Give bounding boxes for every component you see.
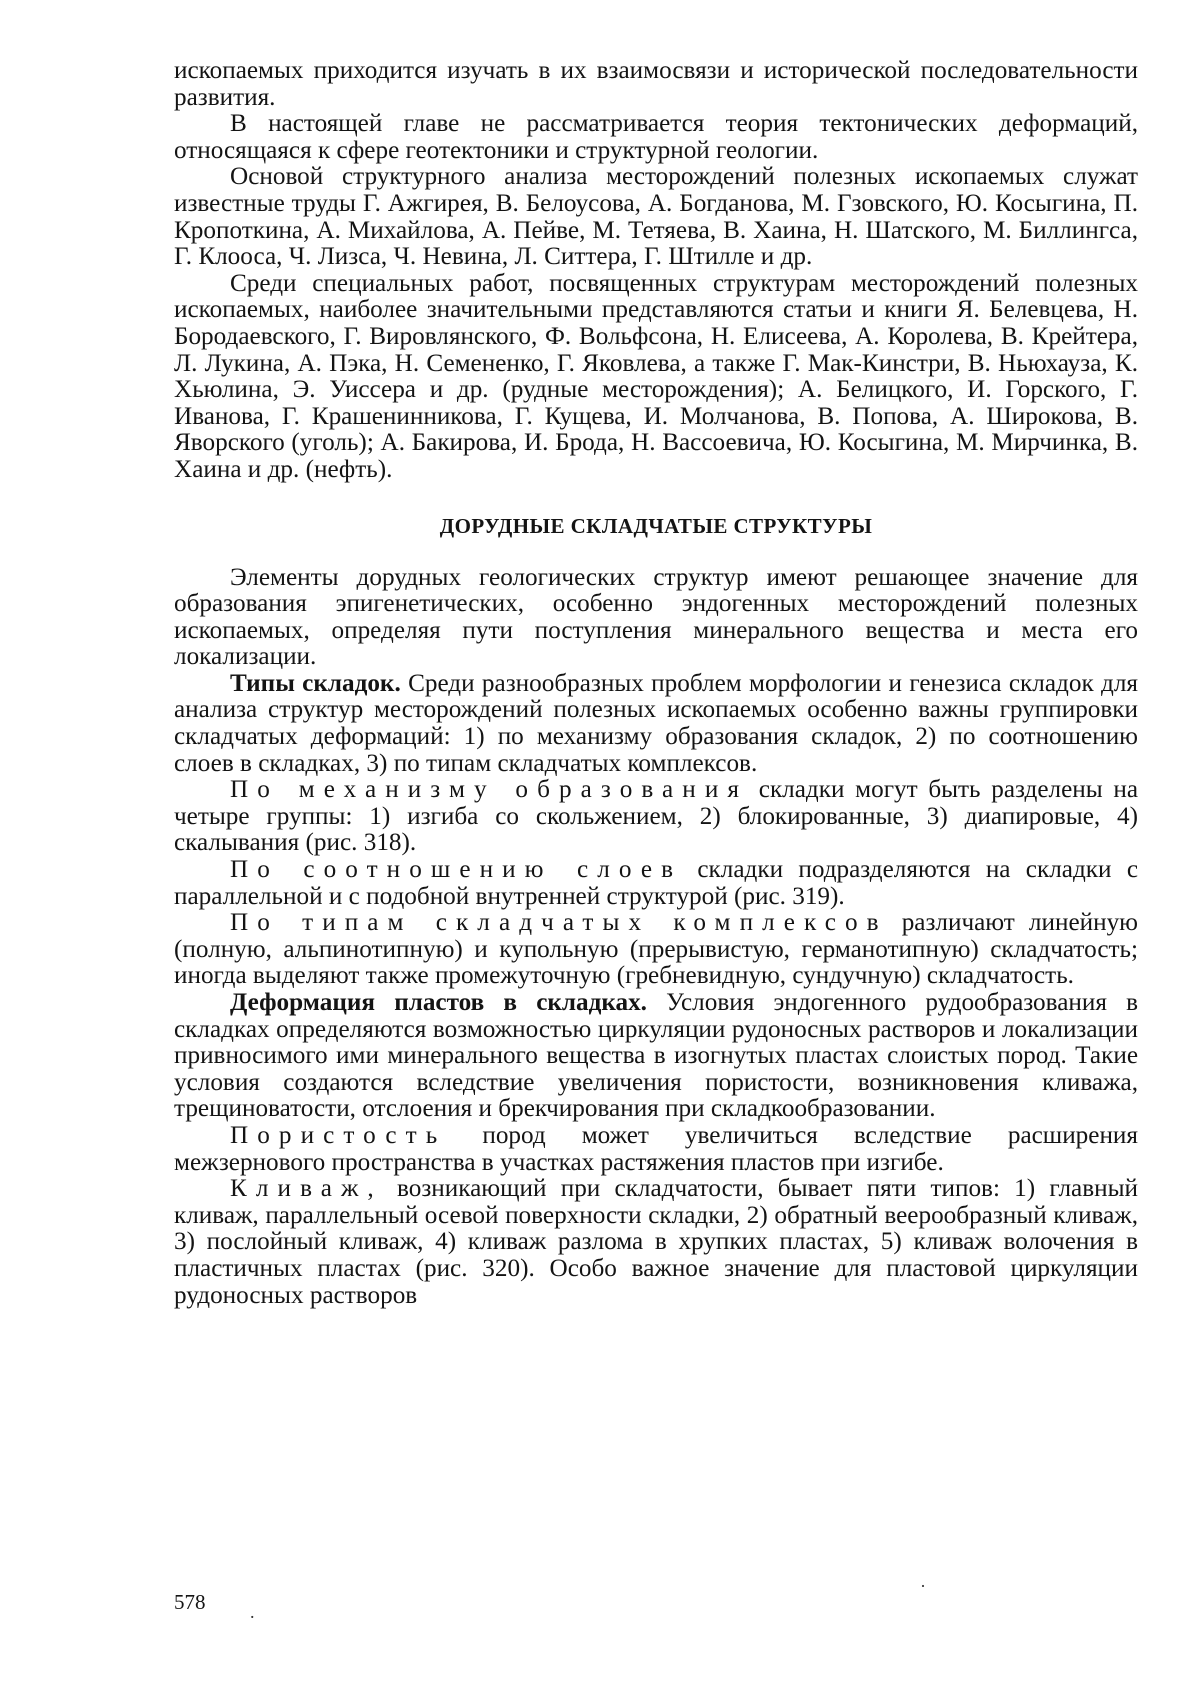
paragraph-fold-types (174, 671, 1138, 777)
paragraph-text: складки могут быть разделены на четыре группы: 1) изгиба со скольжением, 2) блокированные, 3) диапировые, 4) скалывания (рис. 318). (174, 776, 1139, 857)
paragraph-text: складки подразделяются на складки с параллельной и с подобной внутренней структурой (рис. 319). (174, 856, 1138, 910)
run-in-heading: Типы складок. (230, 669, 401, 697)
paragraph-by-complexes (174, 910, 1138, 990)
paragraph-text: различают линейную (полную, альпинотипную) и купольную (прерывистую, германотипную) складчатость; иногда выделяют также промежуточную (гребневидную, сундучную) складчатость. (174, 909, 1138, 990)
spaced-lead: Кливаж, (230, 1175, 383, 1203)
paragraph-porosity (174, 1123, 1138, 1176)
spacer (174, 539, 1138, 565)
stray-mark: · (920, 1576, 926, 1596)
paragraph-scope: В настоящей главе не рассматривается теория тектонических деформаций, относящаяся к сфере геотектоники и структурной геологии. (174, 110, 1138, 164)
stray-mark: . (250, 1602, 255, 1622)
paragraph-structural-analysis-works: Основой структурного анализа месторождений полезных ископаемых служат известные труды Г. Ажгирея, В. Белоусова, А. Богданова, М. Гзовского, Ю. Косыгина, П. Кропоткина, А. Михайлова, А. Пейве, М. Тетяева, В. Хаина, Н. Шатского, М. Биллингса, Г. Клооса, Ч. Лизса, Ч. Невина, Л. Ситтера, Г. Штилле и др. (174, 163, 1138, 271)
paragraph-text: пород может увеличиться вследствие расширения межзернового пространства в участках растяжения пластов при изгибе. (174, 1121, 1138, 1176)
paragraph-text: Условия эндогенного рудообразования в складках определяются возможностью циркуляции рудоносных растворов и локализации привносимого ими минерального вещества в изогнутых пластах слоистых пород. Такие условия создаются вследствие увеличения пористости, возникновения кливажа, трещиноватости, отслоения и брекчирования при складкообразовании. (174, 989, 1139, 1123)
paragraph-by-mechanism (174, 777, 1138, 857)
run-in-heading: Деформация пластов в складках. (230, 989, 647, 1016)
page-body (174, 58, 1138, 1309)
paragraph-text: Среди разнообразных проблем морфологии и генезиса складок для анализа структур месторождений полезных ископаемых особенно важны группировки складчатых деформаций: 1) по механизму образования складок, 2) по соотношению слоев в складках, 3) по типам складчатых комплексов. (174, 669, 1138, 777)
page-number: 578 (174, 1590, 206, 1614)
paragraph-by-layers (174, 857, 1138, 910)
spaced-lead: Пористость (230, 1121, 447, 1149)
spaced-lead: По соотношению слоев (230, 856, 683, 884)
paragraph-cleavage (174, 1176, 1138, 1309)
paragraph-continuation: ископаемых приходится изучать в их взаимосвязи и исторической последовательности развития. (174, 57, 1138, 111)
spaced-lead: По механизму образования (230, 776, 749, 804)
section-heading: ДОРУДНЫЕ СКЛАДЧАТЫЕ СТРУКТУРЫ (439, 513, 873, 538)
paragraph-special-works: Среди специальных работ, посвященных структурам месторождений полезных ископаемых, наиболее значительными представляются статьи и книги Я. Белевцева, Н. Бородаевского, Г. Вировлянского, Ф. Вольфсона, Н. Елисеева, А. Королева, В. Крейтера, Л. Лукина, А. Пэка, Н. Семененко, Г. Яковлева, а также Г. Мак-Кинстри, В. Ньюхауза, К. Хьюлина, Э. Уиссера и др. (рудные месторождения); А. Белицкого, И. Горского, Г. Иванова, Г. Крашенинникова, Г. Кущева, И. Молчанова, В. Попова, А. Широкова, В. Яворского (уголь); А. Бакирова, И. Брода, Н. Вассоевича, Ю. Косыгина, М. Мирчинка, В. Хаина и др. (нефть). (174, 269, 1138, 483)
paragraph-intro: Элементы дорудных геологических структур имеют решающее значение для образования эпигенетических, особенно эндогенных месторождений полезных ископаемых, определяя пути поступления минерального вещества и места его локализации. (174, 563, 1138, 671)
paragraph-deformation (174, 990, 1138, 1123)
paragraph-text: возникающий при складчатости, бывает пяти типов: 1) главный кливаж, параллельный осевой поверхности складки, 2) обратный веерообразный кливаж, 3) послойный кливаж, 4) кливаж разлома в хрупких пластах, 5) кливаж волочения в пластичных пластах (рис. 320). Особо важное значение для пластовой циркуляции рудоносных растворов (174, 1175, 1138, 1309)
spacer (174, 484, 1138, 514)
spaced-lead: По типам складчатых комплексов (230, 909, 888, 937)
